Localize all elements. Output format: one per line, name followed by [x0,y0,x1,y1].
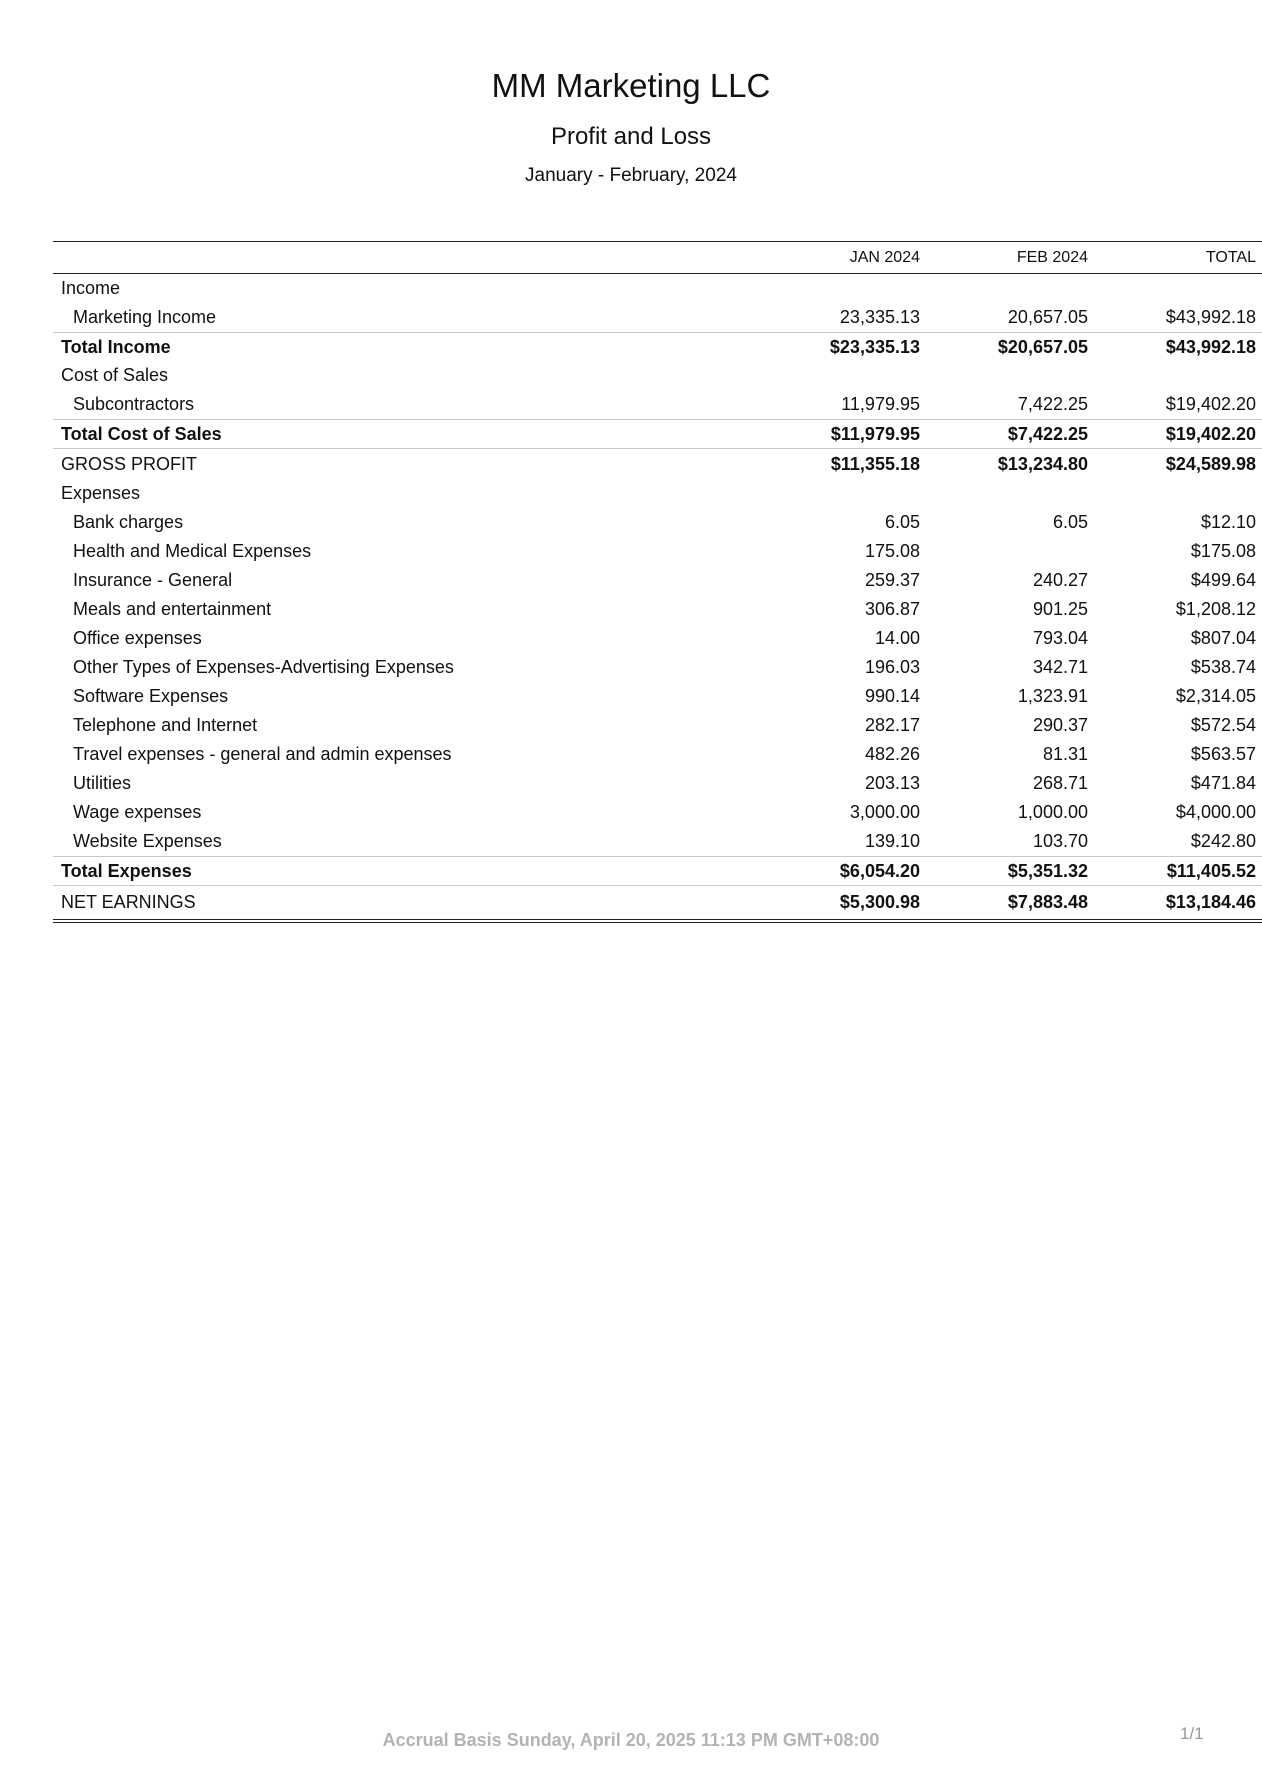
row-total: $471.84 [1190,773,1256,793]
total-label: Total Income [53,333,698,362]
row-jan: 203.13 [864,773,920,793]
page-number: 1/1 [1180,1724,1204,1743]
total-feb: $5,351.32 [928,857,1096,886]
row-total: $4,000.00 [1175,802,1256,822]
column-header-total: TOTAL [1096,242,1262,274]
table-row [53,740,1262,769]
row-total: $538.74 [1190,657,1256,677]
table-row [53,798,1262,827]
total-total: $11,405.52 [1096,857,1262,886]
row-total: $563.57 [1190,744,1256,764]
row-label: Other Types of Expenses-Advertising Expenses [73,657,454,677]
row-feb: 103.70 [1032,831,1088,851]
section-label: Cost of Sales [61,365,169,385]
row-label: Subcontractors [73,394,195,414]
row-jan: 11,979.95 [841,394,920,414]
row-jan: 990.14 [864,686,920,706]
row-total: $2,314.05 [1175,686,1256,706]
total-total: $43,992.18 [1096,333,1262,362]
table-row [53,624,1262,653]
row-jan: 175.08 [864,541,920,561]
total-label: Total Expenses [53,857,698,886]
company-name: MM Marketing LLC [491,67,771,104]
row-total: $1,208.12 [1175,599,1256,619]
row-feb: 20,657.05 [1007,307,1088,327]
total-feb: $7,422.25 [928,420,1096,449]
table-row [53,682,1262,711]
net-earnings-row [53,886,1262,922]
table-row [53,508,1262,537]
table-row [53,769,1262,798]
row-feb: 6.05 [1052,512,1088,532]
total-expenses-row [53,857,1262,886]
net-earnings-label: NET EARNINGS [53,886,698,922]
net-earnings-feb: $7,883.48 [928,886,1096,922]
table-row [53,303,1262,333]
row-total: $242.80 [1190,831,1256,851]
report-period: January - February, 2024 [525,165,737,186]
row-total: $807.04 [1190,628,1256,648]
row-jan: 282.17 [864,715,920,735]
row-feb: 1,323.91 [1017,686,1088,706]
total-feb: $20,657.05 [928,333,1096,362]
row-feb: 7,422.25 [1017,394,1088,414]
gross-profit-feb: $13,234.80 [928,449,1096,480]
row-feb: 342.71 [1032,657,1088,677]
gross-profit-row [53,449,1262,480]
row-feb: 268.71 [1032,773,1088,793]
table-row [53,595,1262,624]
row-feb: 290.37 [1032,715,1088,735]
gross-profit-total: $24,589.98 [1096,449,1262,480]
total-total: $19,402.20 [1096,420,1262,449]
row-feb: 1,000.00 [1017,802,1088,822]
table-row [53,566,1262,595]
row-jan: 259.37 [864,570,920,590]
report-title: Profit and Loss [550,123,712,150]
row-feb: 240.27 [1032,570,1088,590]
table-row [53,653,1262,682]
row-jan: 23,335.13 [839,307,920,327]
row-total: $19,402.20 [1165,394,1256,414]
total-jan: $6,054.20 [698,857,928,886]
row-label: Meals and entertainment [73,599,272,619]
row-label: Bank charges [73,512,184,532]
row-jan: 14.00 [874,628,920,648]
total-income-row [53,333,1262,362]
total-cost-of-sales-row [53,420,1262,449]
column-header-feb: FEB 2024 [928,242,1096,274]
column-header-label [53,242,698,274]
row-jan: 482.26 [864,744,920,764]
row-total: $499.64 [1190,570,1256,590]
row-feb: 793.04 [1032,628,1088,648]
net-earnings-jan: $5,300.98 [698,886,928,922]
column-header-row [53,242,1262,274]
row-jan: 196.03 [864,657,920,677]
table-row [53,827,1262,857]
profit-loss-table [53,241,1262,923]
total-jan: $23,335.13 [698,333,928,362]
row-label: Marketing Income [73,307,217,327]
row-jan: 306.87 [864,599,920,619]
row-total: $43,992.18 [1165,307,1256,327]
column-header-jan: JAN 2024 [698,242,928,274]
row-label: Telephone and Internet [73,715,258,735]
row-jan: 139.10 [864,831,920,851]
section-label: Expenses [61,483,141,503]
gross-profit-label: GROSS PROFIT [53,449,698,480]
table-row [53,390,1262,420]
table-row [53,711,1262,740]
row-label: Wage expenses [73,802,202,822]
section-cost-of-sales [53,361,1262,390]
table-row [53,537,1262,566]
section-label: Income [61,278,121,298]
row-total: $175.08 [1190,541,1256,561]
gross-profit-jan: $11,355.18 [698,449,928,480]
row-total: $572.54 [1190,715,1256,735]
row-label: Insurance - General [73,570,233,590]
row-label: Office expenses [73,628,202,648]
row-label: Health and Medical Expenses [73,541,312,561]
row-label: Website Expenses [73,831,222,851]
report-footer: Accrual Basis Sunday, April 20, 2025 11:13 PM GMT+08:00 [382,1730,880,1750]
row-label: Travel expenses - general and admin expenses [73,744,452,764]
section-income [53,274,1262,304]
row-label: Utilities [73,773,132,793]
total-label: Total Cost of Sales [53,420,698,449]
row-feb: 901.25 [1032,599,1088,619]
net-earnings-total: $13,184.46 [1096,886,1262,922]
row-feb: 81.31 [1042,744,1088,764]
row-label: Software Expenses [73,686,229,706]
section-expenses [53,479,1262,508]
row-feb [928,537,1096,566]
row-jan: 3,000.00 [849,802,920,822]
row-total: $12.10 [1200,512,1256,532]
row-jan: 6.05 [884,512,920,532]
total-jan: $11,979.95 [698,420,928,449]
